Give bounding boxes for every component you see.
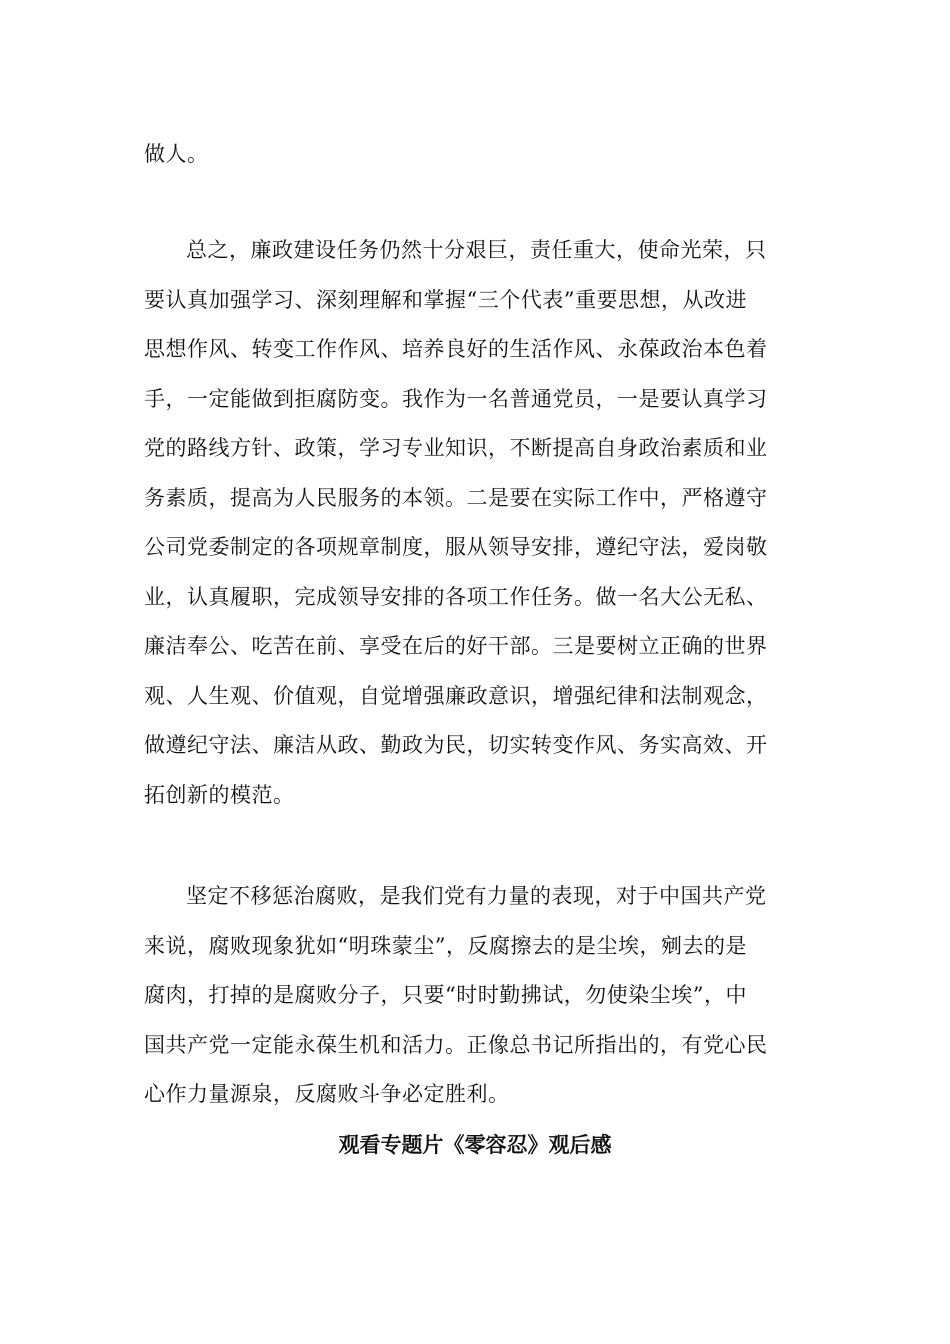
paragraph-line: 业，认真履职，完成领导安排的各项工作任务。做一名大公无私、 — [144, 585, 768, 609]
paragraph-line: 做遵纪守法、廉洁从政、勤政为民，切实转变作风、务实高效、开 — [144, 733, 768, 757]
paragraph-line: 来说，腐败现象犹如“明珠蒙尘”，反腐擦去的是尘埃，剜去的是 — [144, 934, 747, 958]
paragraph-line: 廉洁奉公、吃苦在前、享受在后的好干部。三是要树立正确的世界 — [144, 634, 768, 658]
paragraph-line: 国共产党一定能永葆生机和活力。正像总书记所指出的，有党心民 — [144, 1033, 768, 1057]
paragraph-line: 公司党委制定的各项规章制度，服从领导安排，遵纪守法，爱岗敬 — [144, 535, 768, 559]
paragraph-fragment: 做人。 — [144, 142, 209, 166]
paragraph-line: 观、人生观、价值观，自觉增强廉政意识，增强纪律和法制观念， — [144, 684, 768, 708]
paragraph-line: 总之，廉政建设任务仍然十分艰巨，责任重大，使命光荣，只 — [186, 238, 767, 262]
paragraph-line: 手，一定能做到拒腐防变。我作为一名普通党员，一是要认真学习 — [144, 387, 768, 411]
paragraph-line: 坚定不移惩治腐败，是我们党有力量的表现，对于中国共产党 — [186, 884, 767, 908]
paragraph-line: 拓创新的模范。 — [144, 783, 295, 807]
paragraph-line: 腐肉，打掉的是腐败分子，只要“时时勤拂试，勿使染尘埃”，中 — [144, 983, 747, 1007]
paragraph-line: 务素质，提高为人民服务的本领。二是要在实际工作中，严格遵守 — [144, 486, 768, 510]
paragraph-line: 思想作风、转变工作作风、培养良好的生活作风、永葆政治本色着 — [144, 337, 768, 361]
paragraph-line: 心作力量源泉，反腐败斗争必定胜利。 — [144, 1082, 510, 1106]
section-title: 观看专题片《零容忍》观后感 — [338, 1132, 612, 1157]
paragraph-line: 要认真加强学习、深刻理解和掌握“三个代表”重要思想，从改进 — [144, 288, 747, 312]
paragraph-line: 党的路线方针、政策，学习专业知识，不断提高自身政治素质和业 — [144, 436, 768, 460]
